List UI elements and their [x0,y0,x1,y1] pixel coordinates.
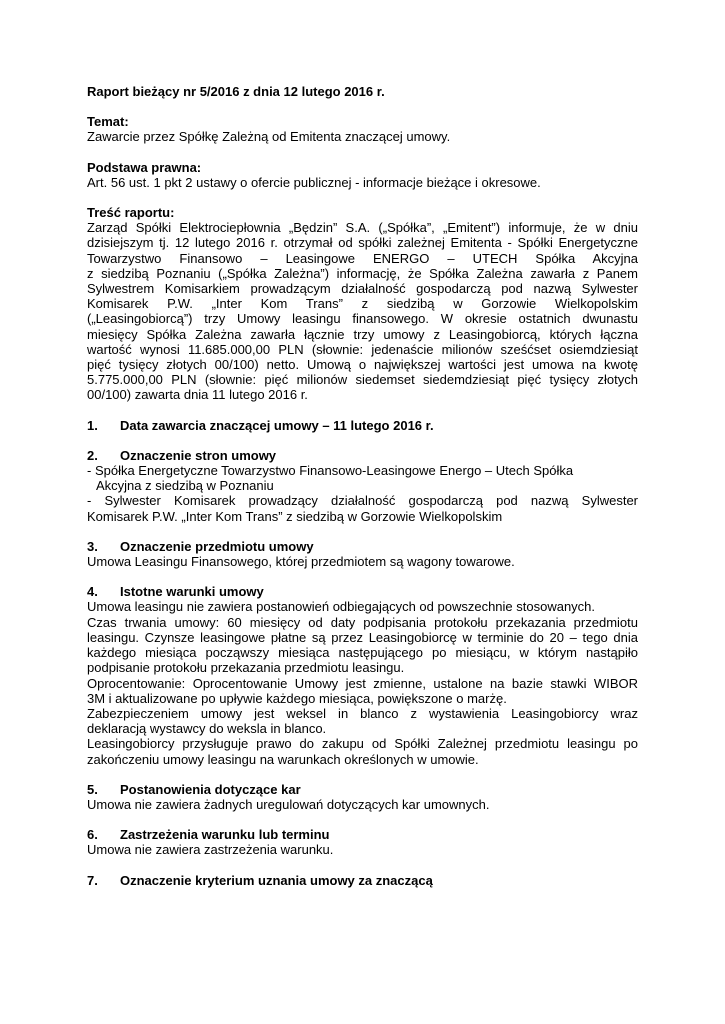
report-body [87,84,638,888]
section-5-text: Umowa nie zawiera żadnych uregulowań dotyczących kar umownych. [87,796,490,812]
section-3-heading [87,539,638,554]
podstawa-text: Art. 56 ust. 1 pkt 2 ustawy o ofercie publicznej - informacje bieżące i okresowe. [87,174,541,190]
tresc-line: miesięcy Spółka Zależna zawarła łącznie trzy umowy z Leasingobiorcą, których łączna [87,326,638,342]
terms-line: 3M i aktualizowane po upływie każdego miesiąca, powiększone o marżę. [87,690,507,706]
terms-line: leasingu. Czynsze leasingowe płatne są przez Leasingobiorcę w terminie do 20 – tego dnia [87,629,638,645]
terms-line: Leasingobiorcy przysługuje prawo do zakupu od Spółki Zależnej przedmiotu leasingu po [87,736,638,752]
terms-line: deklaracją wystawcy do weksla in blanco. [87,721,327,737]
section-number: 2. [87,447,98,463]
tresc-line: Towarzystwo Finansowo – Leasingowe ENERGO – UTECH Spółka Akcyjna [87,250,638,266]
section-3-text: Umowa Leasingu Finansowego, której przedmiotem są wagony towarowe. [87,554,515,570]
section-number: 6. [87,827,98,843]
tresc-line: z siedzibą Poznaniu („Spółka Zależna”) informację, że Spółka Zależna zawarła z Panem [87,265,638,281]
section-7-heading [87,873,638,888]
party-line: Akcyjna z siedzibą w Poznaniu [96,478,274,494]
section-5-heading [87,782,638,797]
party-line: - Sylwester Komisarek prowadzący działalność gospodarczą pod nazwą Sylwester [87,493,638,509]
tresc-line: („Leasingobiorcą”) trzy Umowy leasingu finansowego. W okresie ostatnich dwunastu [87,311,638,327]
section-4-heading [87,584,638,599]
tresc-label: Treść raportu: [87,205,175,221]
section-number: 7. [87,872,98,888]
report-title: Raport bieżący nr 5/2016 z dnia 12 lutego 2016 r. [87,84,385,99]
section-number: 1. [87,417,98,433]
terms-line: Oprocentowanie: Oprocentowanie Umowy jest zmienne, ustalone na bazie stawki WIBOR [87,675,638,691]
tresc-line: 5.775.000,00 PLN (słownie: pięć milionów siedemset siedemdziesiąt pięć tysięcy złotych [87,372,638,388]
tresc-line: Sylwestrem Komisarkiem prowadzącym działalność gospodarczą pod nazwą Sylwester [87,281,638,297]
tresc-line: Zarząd Spółki Elektrociepłownia „Będzin” S.A. („Spółka”, „Emitent”) informuje, że w dniu [87,220,638,236]
tresc-line: Komisarek P.W. „Inter Kom Trans” z siedzibą w Gorzowie Wielkopolskim [87,296,638,312]
tresc-line: wartość wynosi 11.685.000,00 PLN (słownie: jedenaście milionów sześćset osiemdziesiąt [87,341,638,357]
podstawa-label: Podstawa prawna: [87,159,202,175]
party-line: Komisarek P.W. „Inter Kom Trans” z siedzibą w Gorzowie Wielkopolskim [87,508,503,524]
section-2-heading [87,448,638,463]
terms-line: Zabezpieczeniem umowy jest weksel in blanco z wystawienia Leasingobiorcy wraz [87,705,638,721]
section-title: Postanowienia dotyczące kar [120,781,301,797]
terms-line: Umowa leasingu nie zawiera postanowień odbiegających od powszechnie stosowanych. [87,599,596,615]
section-6-heading [87,827,638,842]
tresc-line: 00/100) zawarta dnia 11 lutego 2016 r. [87,387,308,403]
tresc-line: pięć tysięcy złotych 00/100) netto. Umową o największej wartości jest umowa na kwotę [87,357,638,373]
section-title: Data zawarcia znaczącej umowy – 11 lutego 2016 r. [120,417,434,433]
section-number: 5. [87,781,98,797]
terms-line: zakończeniu umowy leasingu na warunkach określonych w umowie. [87,751,479,767]
temat-text: Zawarcie przez Spółkę Zależną od Emitenta znaczącej umowy. [87,129,451,145]
section-number: 4. [87,584,98,600]
section-6-text: Umowa nie zawiera zastrzeżenia warunku. [87,842,334,858]
section-title: Oznaczenie przedmiotu umowy [120,538,314,554]
section-title: Zastrzeżenia warunku lub terminu [120,827,330,843]
terms-line: każdego miesiąca począwszy miesiąca następującego po miesiącu, w którym nastąpiło [87,645,638,661]
party-line: - Spółka Energetyczne Towarzystwo Finansowo-Leasingowe Energo – Utech Spółka [87,463,574,479]
section-number: 3. [87,538,98,554]
section-title: Oznaczenie stron umowy [120,447,277,463]
tresc-paragraph [87,220,638,402]
section-title: Istotne warunki umowy [120,584,264,600]
section-1-heading [87,418,638,433]
terms-line: podpisanie protokołu przekazania przedmiotu leasingu. [87,660,405,676]
tresc-line: dzisiejszym tj. 12 lutego 2016 r. otrzymał od spółki zależnej Emitenta - Spółki Energetyczne [87,235,638,251]
section-title: Oznaczenie kryterium uznania umowy za znaczącą [120,872,433,888]
terms-line: Czas trwania umowy: 60 miesięcy od daty podpisania protokołu przekazania przedmiotu [87,614,638,630]
temat-label: Temat: [87,114,129,130]
